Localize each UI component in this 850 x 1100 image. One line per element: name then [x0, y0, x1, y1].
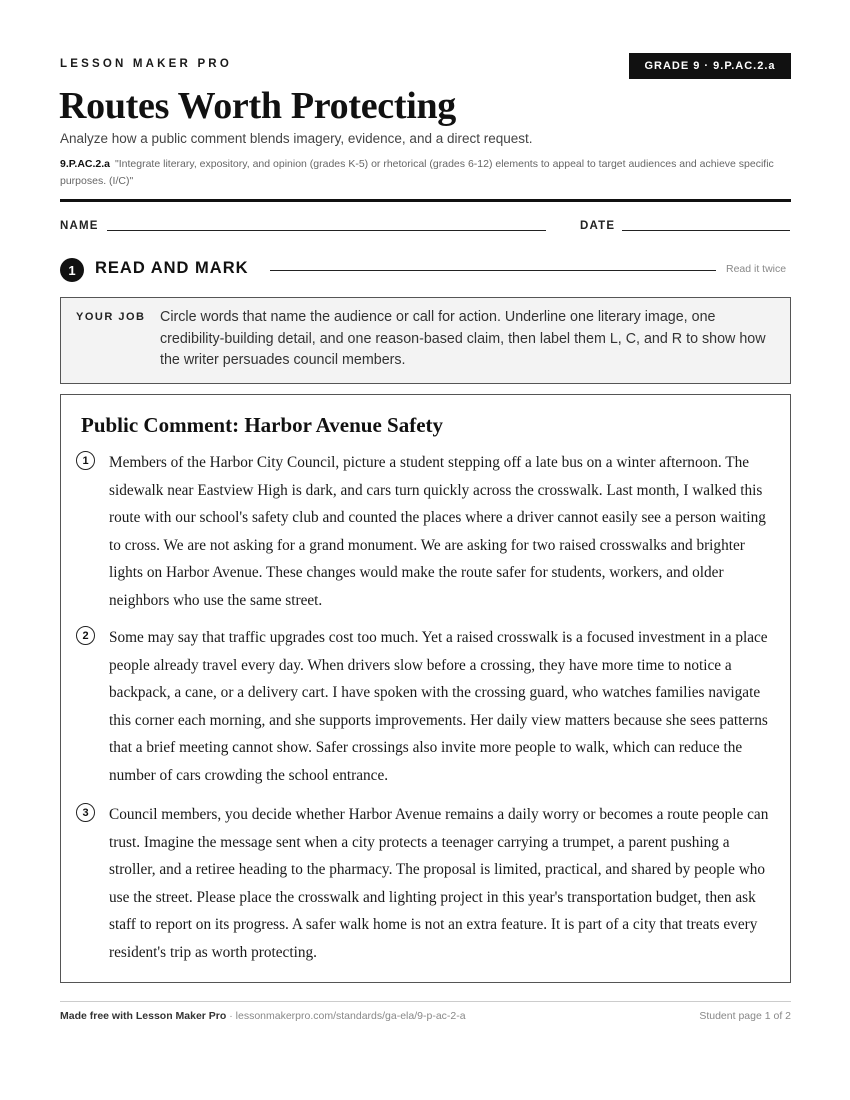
standard-description	[60, 156, 790, 190]
name-field[interactable]	[107, 230, 546, 231]
footer-made-with: Made free with Lesson Maker Pro	[60, 1010, 227, 1022]
section-title: READ AND MARK	[95, 259, 249, 277]
date-label: DATE	[580, 220, 616, 232]
paragraph-number: 1	[76, 451, 95, 470]
standard-code: 9.P.AC.2.a	[60, 158, 111, 170]
instructions-text: Circle words that name the audience or call for action. Underline one literary image, one credibility-building detail, and one reason-based claim, then label them L, C, and R to show how the writer persuades council members.	[160, 309, 766, 369]
date-field[interactable]	[622, 230, 790, 231]
instructions-box	[60, 297, 791, 384]
footer-link[interactable]: · lessonmakerpro.com/standards/ga-ela/9-p-ac-2-a	[226, 1010, 466, 1022]
page-subtitle: Analyze how a public comment blends imagery, evidence, and a direct request.	[60, 131, 533, 146]
page-title: Routes Worth Protecting	[59, 85, 456, 127]
paragraph-text: Council members, you decide whether Harbor Avenue remains a daily worry or becomes a route people can trust. Imagine the message sent when a city protects a teenager carrying a trumpet, a parent pushing a stroller, and a retiree heading to the pharmacy. The proposal is limited, practical, and shared by people who use the street. Please place the crosswalk and lighting project in this year's transportation budget, then ask staff to report on its progress. A safer walk home is not an extra feature. It is part of a city that treats every resident's trip as worth protecting.	[109, 806, 769, 961]
passage-title: Public Comment: Harbor Avenue Safety	[81, 413, 444, 437]
section-note: Read it twice	[726, 263, 787, 275]
standard-text: "Integrate literary, expository, and opinion (grades K-5) or rhetorical (grades 6-12) elements to appeal to target audiences and achieve specific purposes. (I/C)"	[60, 158, 774, 187]
section-divider	[270, 270, 716, 271]
grade-standard-badge: GRADE 9 · 9.P.AC.2.a	[629, 53, 791, 79]
footer-credit	[60, 1010, 466, 1022]
paragraph-text: Members of the Harbor City Council, picture a student stepping off a late bus on a winter afternoon. The sidewalk near Eastview High is dark, and cars turn quickly across the crosswalk. Last month, I walked this route with our school's safety club and counted the places where a driver cannot easily see a person waiting to cross. We are not asking for a grand monument. We are asking for two raised crosswalks and brighter lights on Harbor Avenue. These changes would make the route safer for students, workers, and older neighbors who use the same street.	[109, 454, 766, 609]
footer-divider	[60, 1001, 791, 1002]
header-divider	[60, 199, 791, 202]
section-number-badge: 1	[60, 258, 84, 282]
reading-passage	[60, 394, 791, 983]
paragraph-number: 2	[76, 626, 95, 645]
page-indicator: Student page 1 of 2	[699, 1010, 791, 1022]
brand-name: LESSON MAKER PRO	[60, 58, 232, 70]
paragraph-text: Some may say that traffic upgrades cost too much. Yet a raised crosswalk is a focused investment in a place people already travel every day. When drivers slow before a crossing, they have more time to notice a backpack, a cane, or a delivery cart. I have spoken with the crossing guard, who watches families navigate this corner each morning, and she supports improvements. Her daily view matters because she sees patterns that a brief meeting cannot show. Safer crossings also invite more people to walk, which can reduce the number of cars crowding the school entrance.	[109, 629, 768, 784]
instructions-label: YOUR JOB	[76, 311, 146, 323]
name-label: NAME	[60, 220, 99, 232]
paragraph-number: 3	[76, 803, 95, 822]
